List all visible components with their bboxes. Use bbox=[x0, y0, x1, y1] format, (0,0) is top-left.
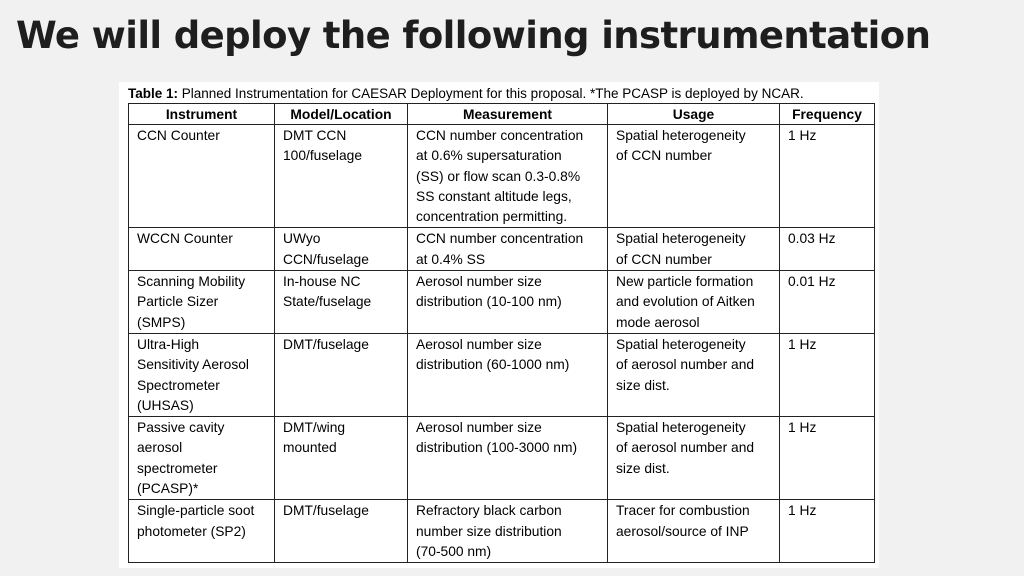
cell-instrument: Ultra-High Sensitivity Aerosol Spectrometer (UHSAS) bbox=[129, 333, 275, 416]
slide-title: We will deploy the following instrumentation bbox=[16, 14, 931, 57]
cell-model-location: DMT CCN 100/fuselage bbox=[275, 125, 408, 228]
cell-measurement: Aerosol number size distribution (100-3000 nm) bbox=[408, 417, 608, 500]
cell-usage: Spatial heterogeneity of aerosol number and size dist. bbox=[608, 333, 780, 416]
instrumentation-table bbox=[128, 103, 875, 563]
cell-frequency: 1 Hz bbox=[780, 500, 875, 563]
cell-frequency: 0.03 Hz bbox=[780, 228, 875, 271]
cell-measurement: Aerosol number size distribution (10-100 nm) bbox=[408, 271, 608, 334]
cell-model-location: In-house NC State/fuselage bbox=[275, 271, 408, 334]
header-measurement: Measurement bbox=[408, 104, 608, 125]
cell-usage: New particle formation and evolution of Aitken mode aerosol bbox=[608, 271, 780, 334]
cell-frequency: 1 Hz bbox=[780, 125, 875, 228]
table-header-row bbox=[129, 104, 875, 125]
instrumentation-table-figure bbox=[119, 82, 879, 568]
cell-instrument: CCN Counter bbox=[129, 125, 275, 228]
table-row bbox=[129, 125, 875, 228]
cell-instrument: Passive cavity aerosol spectrometer (PCASP)* bbox=[129, 417, 275, 500]
header-usage: Usage bbox=[608, 104, 780, 125]
table-row bbox=[129, 228, 875, 271]
table-caption bbox=[128, 85, 879, 103]
cell-usage: Spatial heterogeneity of CCN number bbox=[608, 228, 780, 271]
cell-model-location: DMT/fuselage bbox=[275, 500, 408, 563]
cell-usage: Spatial heterogeneity of CCN number bbox=[608, 125, 780, 228]
header-instrument: Instrument bbox=[129, 104, 275, 125]
cell-instrument: Scanning Mobility Particle Sizer (SMPS) bbox=[129, 271, 275, 334]
cell-frequency: 1 Hz bbox=[780, 417, 875, 500]
cell-measurement: Refractory black carbon number size distribution (70-500 nm) bbox=[408, 500, 608, 563]
table-row bbox=[129, 500, 875, 563]
cell-model-location: DMT/fuselage bbox=[275, 333, 408, 416]
cell-instrument: Single-particle soot photometer (SP2) bbox=[129, 500, 275, 563]
header-model-location: Model/Location bbox=[275, 104, 408, 125]
cell-measurement: CCN number concentration at 0.6% supersaturation (SS) or flow scan 0.3-0.8% SS constant altitude legs, concentration permitting. bbox=[408, 125, 608, 228]
cell-usage: Tracer for combustion aerosol/source of INP bbox=[608, 500, 780, 563]
table-row bbox=[129, 417, 875, 500]
cell-model-location: UWyo CCN/fuselage bbox=[275, 228, 408, 271]
cell-model-location: DMT/wing mounted bbox=[275, 417, 408, 500]
header-frequency: Frequency bbox=[780, 104, 875, 125]
cell-instrument: WCCN Counter bbox=[129, 228, 275, 271]
cell-frequency: 1 Hz bbox=[780, 333, 875, 416]
table-row bbox=[129, 333, 875, 416]
table-caption-label: Table 1: bbox=[128, 86, 179, 101]
cell-measurement: Aerosol number size distribution (60-1000 nm) bbox=[408, 333, 608, 416]
cell-measurement: CCN number concentration at 0.4% SS bbox=[408, 228, 608, 271]
cell-usage: Spatial heterogeneity of aerosol number and size dist. bbox=[608, 417, 780, 500]
table-caption-text: Planned Instrumentation for CAESAR Deployment for this proposal. *The PCASP is deployed by NCAR. bbox=[178, 86, 804, 101]
table-row bbox=[129, 271, 875, 334]
cell-frequency: 0.01 Hz bbox=[780, 271, 875, 334]
